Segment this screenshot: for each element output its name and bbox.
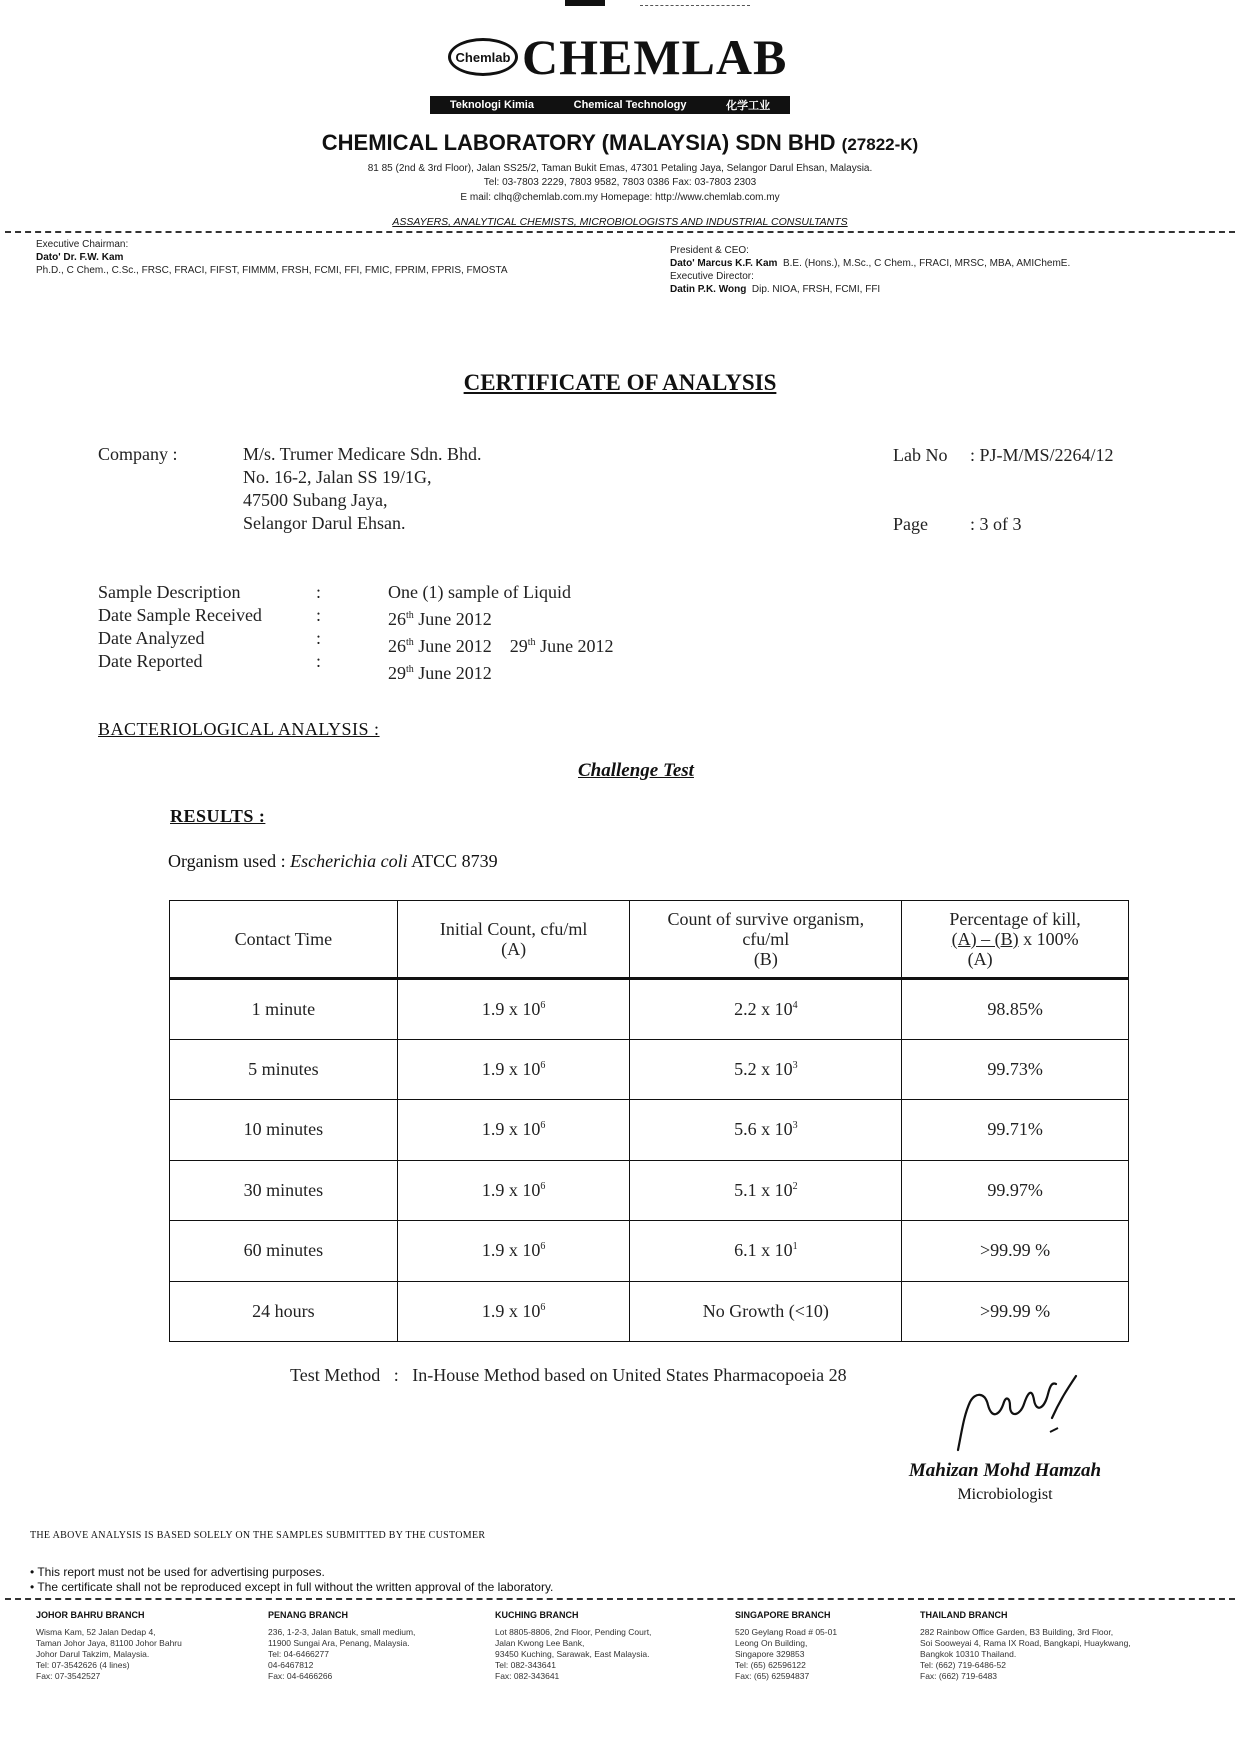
colon: : — [316, 605, 322, 625]
formula-multiplier: x 100% — [1023, 929, 1079, 949]
organism-line — [168, 851, 498, 872]
header-contact-time — [170, 901, 398, 979]
branch-line: Leong On Building, — [735, 1638, 808, 1648]
company-title — [0, 130, 1240, 156]
exec-president-quals: B.E. (Hons.), M.Sc., C Chem., FRACI, MRSC, MBA, AMIChemE. — [782, 258, 1071, 269]
date-day: 29 — [388, 663, 406, 683]
tagline-item: 化学工业 — [726, 100, 771, 112]
survive-count-base: No Growth (<10) — [702, 1300, 829, 1321]
customer-address — [243, 443, 482, 535]
branch-line: 520 Geylang Road # 05-01 — [735, 1627, 838, 1637]
exec-director-role: Executive Director: — [670, 271, 754, 282]
header-text: (B) — [753, 949, 778, 969]
branch-line: Jalan Kwong Lee Bank, — [495, 1638, 585, 1648]
initial-count-exponent: 6 — [540, 1301, 546, 1313]
lab-no-label: Lab No — [893, 445, 948, 465]
header-text: cfu/ml — [742, 929, 790, 949]
percentage-kill-value: 99.71% — [987, 1119, 1043, 1140]
exec-chairman-name: Dato' Dr. F.W. Kam — [36, 252, 124, 263]
percentage-kill-value: 98.85% — [987, 998, 1043, 1019]
cell-survive-count — [630, 1160, 902, 1221]
contact-time-value: 30 minutes — [243, 1179, 324, 1200]
test-method — [290, 1365, 847, 1386]
test-name: Challenge Test — [578, 760, 694, 781]
branch-kuching — [495, 1610, 710, 1682]
initial-count-base: 1.9 x 10 — [481, 998, 541, 1019]
customer-line: Selangor Darul Ehsan. — [243, 513, 406, 533]
logo-text: CHEMLAB — [522, 29, 788, 85]
date-month-year: June 2012 — [418, 636, 492, 656]
date-reported-value — [388, 658, 614, 685]
tagline-item: Chemical Technology — [573, 99, 687, 111]
cell-contact-time — [170, 1160, 398, 1221]
cell-survive-count — [630, 1221, 902, 1282]
branch-line: Fax: 082-343641 — [495, 1671, 560, 1681]
results-table — [169, 900, 1129, 1342]
branch-name: THAILAND BRANCH — [920, 1610, 1008, 1620]
organism-strain: ATCC 8739 — [407, 851, 498, 871]
exec-director-quals: Dip. NIOA, FRSH, FCMI, FFI — [751, 284, 881, 295]
exec-director-name: Datin P.K. Wong — [670, 284, 747, 295]
cell-contact-time — [170, 1281, 398, 1342]
date-received-value — [388, 604, 614, 631]
company-address: 81 85 (2nd & 3rd Floor), Jalan SS25/2, Taman Bukit Emas, 47301 Petaling Jaya, Selangor Darul Ehsan, Malaysia. — [367, 163, 873, 174]
table-body — [170, 979, 1129, 1342]
consultants-line: ASSAYERS, ANALYTICAL CHEMISTS, MICROBIOLOGISTS AND INDUSTRIAL CONSULTANTS — [392, 216, 848, 228]
branch-line: Fax: 07-3542527 — [36, 1671, 101, 1681]
cell-contact-time — [170, 1221, 398, 1282]
company-email: E mail: clhq@chemlab.com.my Homepage: http://www.chemlab.com.my — [460, 192, 780, 203]
date-analyzed-value — [388, 631, 614, 658]
header-text: Initial Count, cfu/ml — [439, 919, 588, 939]
exec-left — [36, 238, 646, 277]
date-received-label: Date Sample Received — [98, 605, 262, 625]
initial-count-base: 1.9 x 10 — [481, 1119, 541, 1140]
exec-chairman-role: Executive Chairman: — [36, 239, 129, 250]
date-ordinal: th — [406, 664, 414, 675]
date-day: 29 — [509, 636, 528, 656]
test-method-value: In-House Method based on United States Pharmacopoeia 28 — [412, 1365, 847, 1385]
branch-line: Wisma Kam, 52 Jalan Dedap 4, — [36, 1627, 156, 1637]
percentage-kill-value: >99.99 % — [980, 1300, 1051, 1321]
logo-badge-text: Chemlab — [455, 49, 511, 65]
branch-line: Tel: (65) 62596122 — [735, 1660, 806, 1670]
survive-count-base: 5.1 x 10 — [734, 1179, 793, 1200]
tagline-item: Teknologi Kimia — [449, 99, 534, 111]
survive-count-base: 6.1 x 10 — [734, 1240, 793, 1261]
header-percentage-kill — [902, 901, 1129, 979]
initial-count-base: 1.9 x 10 — [481, 1179, 541, 1200]
company-name: CHEMICAL LABORATORY (MALAYSIA) SDN BHD — [321, 130, 836, 155]
date-reported-label: Date Reported — [98, 651, 203, 671]
test-method-colon: : — [393, 1365, 399, 1385]
contact-time-value: 10 minutes — [243, 1119, 324, 1140]
header-text: Count of survive organism, — [667, 909, 865, 929]
customer-line: No. 16-2, Jalan SS 19/1G, — [243, 467, 432, 487]
customer-line: M/s. Trumer Medicare Sdn. Bhd. — [243, 444, 482, 464]
percentage-kill-value: 99.73% — [987, 1058, 1043, 1079]
date-month-year: June 2012 — [418, 609, 492, 629]
branch-line: Singapore 329853 — [735, 1649, 805, 1659]
cell-initial-count — [397, 1221, 630, 1282]
tagline-bar — [430, 96, 790, 114]
colon: : — [316, 582, 322, 602]
contact-time-value: 1 minute — [251, 998, 316, 1019]
cell-initial-count — [397, 1160, 630, 1221]
branch-line: Fax: (65) 62594837 — [735, 1671, 810, 1681]
scan-artifact-dash — [640, 5, 750, 6]
sample-colons — [316, 581, 321, 673]
disclaimer: THE ABOVE ANALYSIS IS BASED SOLELY ON THE SAMPLES SUBMITTED BY THE CUSTOMER — [30, 1530, 486, 1541]
footer-divider — [5, 1598, 1235, 1600]
exec-president-name: Dato' Marcus K.F. Kam — [670, 258, 778, 269]
date-month-year: June 2012 — [540, 636, 614, 656]
cell-survive-count — [630, 979, 902, 1040]
branch-line: 282 Rainbow Office Garden, B3 Building, 3rd Floor, — [920, 1627, 1114, 1637]
cell-contact-time — [170, 1100, 398, 1161]
sample-labels — [98, 581, 262, 673]
cell-survive-count — [630, 1100, 902, 1161]
formula-numerator: (A) – (B) — [951, 929, 1019, 949]
colon: : — [316, 651, 322, 671]
survive-count-exponent: 4 — [792, 999, 798, 1011]
branch-line: Soi Sooweyai 4, Rama IX Road, Bangkapi, Huaykwang, — [920, 1638, 1131, 1648]
cell-initial-count — [397, 1039, 630, 1100]
survive-count-exponent: 2 — [792, 1180, 798, 1192]
page-label: Page — [893, 514, 928, 534]
initial-count-exponent: 6 — [540, 999, 546, 1011]
initial-count-exponent: 6 — [540, 1059, 546, 1071]
branch-line: Fax: (662) 719-6483 — [920, 1671, 998, 1681]
percentage-kill-value: 99.97% — [987, 1179, 1043, 1200]
branch-name: PENANG BRANCH — [268, 1610, 349, 1620]
cell-initial-count — [397, 1100, 630, 1161]
company-label: Company : — [98, 444, 178, 464]
section-heading: BACTERIOLOGICAL ANALYSIS : — [98, 719, 380, 739]
branch-line: Fax: 04-6466266 — [268, 1671, 333, 1681]
note-advertising: • This report must not be used for advertising purposes. — [30, 1565, 325, 1579]
initial-count-base: 1.9 x 10 — [481, 1240, 541, 1261]
customer-line: 47500 Subang Jaya, — [243, 490, 388, 510]
branch-line: Taman Johor Jaya, 81100 Johor Bahru — [36, 1638, 182, 1648]
organism-name: Escherichia coli — [290, 851, 408, 871]
survive-count-exponent: 3 — [792, 1059, 798, 1071]
kill-formula — [902, 929, 1128, 949]
date-day: 26 — [388, 636, 406, 656]
branch-johor — [36, 1610, 246, 1682]
cell-contact-time — [170, 1039, 398, 1100]
initial-count-base: 1.9 x 10 — [481, 1058, 541, 1079]
branch-line: Bangkok 10310 Thailand. — [920, 1649, 1017, 1659]
lab-no-value: : PJ-M/MS/2264/12 — [970, 445, 1114, 465]
branch-line: 93450 Kuching, Sarawak, East Malaysia. — [495, 1649, 650, 1659]
survive-count-base: 2.2 x 10 — [734, 998, 793, 1019]
cell-percentage-kill — [902, 1039, 1129, 1100]
cell-percentage-kill — [902, 1221, 1129, 1282]
signatory-title: Microbiologist — [957, 1486, 1053, 1503]
company-phone: Tel: 03-7803 2229, 7803 9582, 7803 0386 Fax: 03-7803 2303 — [483, 177, 757, 188]
table-row — [170, 1160, 1129, 1221]
cell-survive-count — [630, 1281, 902, 1342]
company-reg: (27822-K) — [841, 135, 919, 154]
cell-percentage-kill — [902, 1281, 1129, 1342]
branch-line: 04-6467812 — [268, 1660, 314, 1670]
note-reproduction: • The certificate shall not be reproduced except in full without the written approval of the laboratory. — [30, 1580, 554, 1594]
cell-percentage-kill — [902, 1100, 1129, 1161]
scan-artifact — [565, 0, 605, 6]
percentage-kill-value: >99.99 % — [980, 1240, 1051, 1261]
survive-count-exponent: 3 — [792, 1120, 798, 1132]
sample-desc-value: One (1) sample of Liquid — [388, 582, 571, 602]
header-divider — [5, 231, 1235, 233]
branch-line: Tel: 082-343641 — [495, 1660, 556, 1670]
header-text: Percentage of kill, — [949, 909, 1081, 929]
initial-count-base: 1.9 x 10 — [481, 1300, 541, 1321]
header-text: Contact Time — [234, 929, 333, 949]
contact-time-value: 24 hours — [252, 1300, 315, 1321]
initial-count-exponent: 6 — [540, 1120, 546, 1132]
test-method-label: Test Method — [290, 1365, 381, 1385]
branch-singapore — [735, 1610, 910, 1682]
page-value: : 3 of 3 — [970, 514, 1022, 534]
table-header-row — [170, 901, 1129, 979]
initial-count-exponent: 6 — [540, 1241, 546, 1253]
branch-penang — [268, 1610, 478, 1682]
table-row — [170, 1100, 1129, 1161]
branch-thailand — [920, 1610, 1220, 1682]
branch-line: Tel: (662) 719-6486-52 — [920, 1660, 1007, 1670]
date-ordinal: th — [406, 637, 414, 648]
results-heading: RESULTS : — [170, 806, 266, 826]
cell-initial-count — [397, 1281, 630, 1342]
table-row — [170, 1039, 1129, 1100]
branch-line: Tel: 04-6466277 — [268, 1649, 329, 1659]
branch-name: JOHOR BAHRU BRANCH — [36, 1610, 145, 1620]
contact-time-value: 60 minutes — [243, 1240, 324, 1261]
organism-prefix: Organism used : — [168, 851, 291, 871]
branch-line: 11900 Sungai Ara, Penang, Malaysia. — [268, 1638, 410, 1648]
cell-percentage-kill — [902, 1160, 1129, 1221]
cell-contact-time — [170, 979, 398, 1040]
exec-chairman-quals: Ph.D., C Chem., C.Sc., FRSC, FRACI, FIFST, FIMMM, FRSH, FCMI, FFI, FMIC, FPRIM, FPRIS, FMOSTA — [36, 265, 508, 276]
date-analyzed-label: Date Analyzed — [98, 628, 205, 648]
date-day: 26 — [388, 609, 406, 629]
date-ordinal: th — [406, 610, 414, 621]
signatory-name: Mahizan Mohd Hamzah — [908, 1460, 1102, 1481]
header-text: (A) — [501, 939, 527, 959]
table-row — [170, 1281, 1129, 1342]
branch-line: Lot 8805-8806, 2nd Floor, Pending Court, — [495, 1627, 652, 1637]
cell-percentage-kill — [902, 979, 1129, 1040]
initial-count-exponent: 6 — [540, 1180, 546, 1192]
sample-desc-label: Sample Description — [98, 582, 241, 602]
colon: : — [316, 628, 322, 648]
cell-survive-count — [630, 1039, 902, 1100]
exec-president-role: President & CEO: — [670, 245, 749, 256]
certificate-title: CERTIFICATE OF ANALYSIS — [463, 370, 777, 395]
survive-count-exponent: 1 — [792, 1241, 798, 1253]
date-ordinal: th — [527, 637, 536, 648]
header-survive-count — [630, 901, 902, 979]
date-month-year: June 2012 — [418, 663, 492, 683]
branch-line: Tel: 07-3542626 (4 lines) — [36, 1660, 130, 1670]
logo-badge — [448, 38, 518, 76]
sample-values — [388, 581, 614, 685]
branch-name: SINGAPORE BRANCH — [735, 1610, 831, 1620]
signature — [940, 1370, 1120, 1460]
branch-line: 236, 1-2-3, Jalan Batuk, small medium, — [268, 1627, 416, 1637]
exec-right — [670, 244, 1230, 296]
survive-count-base: 5.2 x 10 — [734, 1058, 793, 1079]
contact-time-value: 5 minutes — [248, 1058, 319, 1079]
formula-denominator: (A) — [967, 949, 993, 969]
table-row — [170, 979, 1129, 1040]
cell-initial-count — [397, 979, 630, 1040]
branch-name: KUCHING BRANCH — [495, 1610, 579, 1620]
table-row — [170, 1221, 1129, 1282]
branch-line: Johor Darul Takzim, Malaysia. — [36, 1649, 150, 1659]
header-initial-count — [397, 901, 630, 979]
survive-count-base: 5.6 x 10 — [734, 1119, 793, 1140]
